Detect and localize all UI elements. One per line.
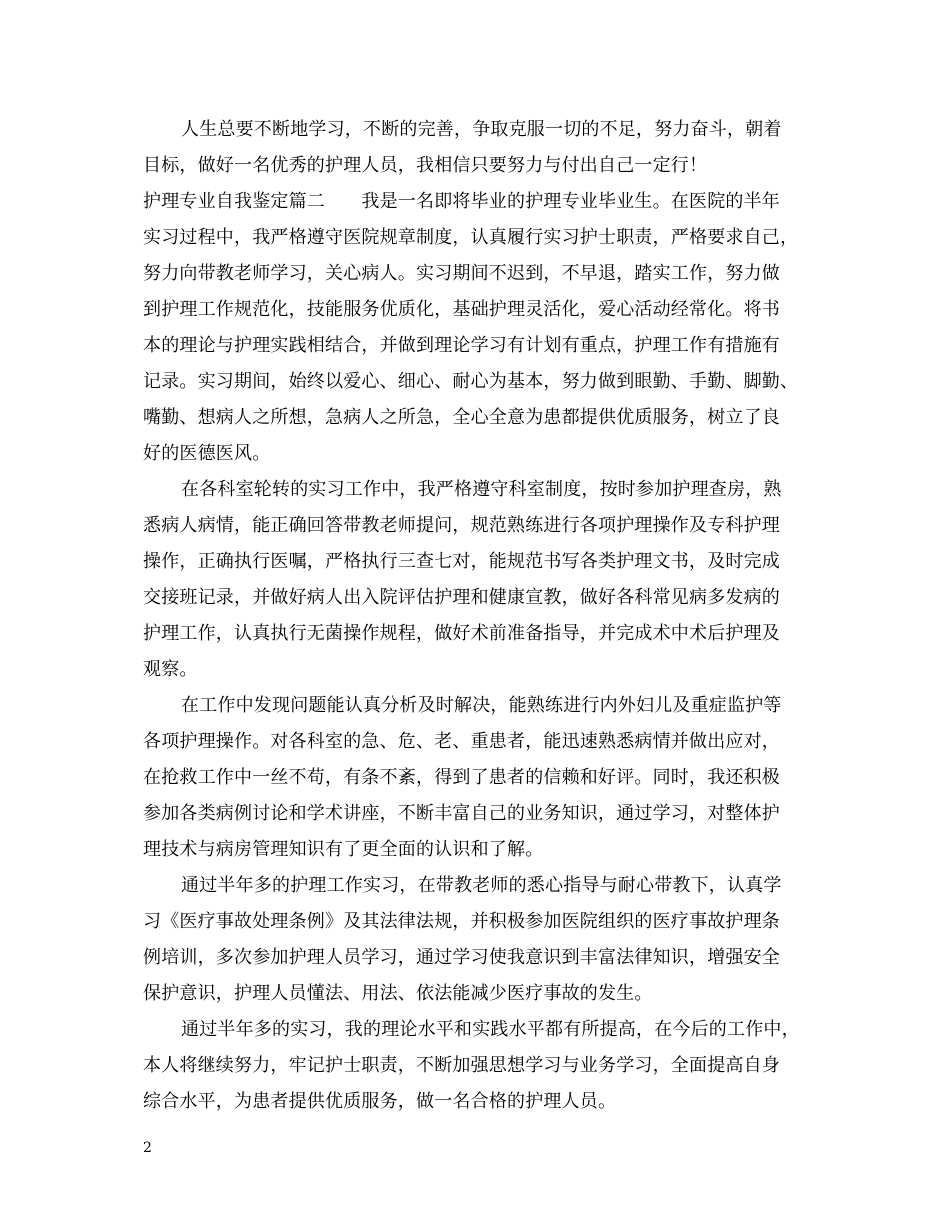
text-line: 实习过程中，我严格遵守医院规章制度，认真履行实习护士职责，严格要求自己， (143, 227, 799, 248)
text-line: 本的理论与护理实践相结合，并做到理论学习有计划有重点，护理工作有措施有 (143, 335, 780, 356)
text-line: 各项护理操作。对各科室的急、危、老、重患者，能迅速熟悉病情并做出应对， (143, 731, 780, 752)
text-line: 记录。实习期间，始终以爱心、细心、耐心为基本，努力做到眼勤、手勤、脚勤、 (143, 371, 799, 392)
text-line: 护理专业自我鉴定篇二 我是一名即将毕业的护理专业毕业生。在医院的半年 (143, 191, 780, 212)
text-line: 在抢救工作中一丝不苟，有条不紊，得到了患者的信赖和好评。同时，我还积极 (143, 767, 780, 788)
text-line: 在各科室轮转的实习工作中，我严格遵守科室制度，按时参加护理查房，熟 (181, 479, 782, 500)
text-line: 好的医德医风。 (143, 443, 271, 464)
text-line: 观察。 (143, 659, 198, 680)
text-line: 护理工作，认真执行无菌操作规程，做好术前准备指导，并完成术中术后护理及 (143, 623, 780, 644)
text-line: 理技术与病房管理知识有了更全面的认识和了解。 (143, 839, 544, 860)
text-line: 在工作中发现问题能认真分析及时解决，能熟练进行内外妇儿及重症监护等 (181, 695, 782, 716)
text-line: 努力向带教老师学习，关心病人。实习期间不迟到，不早退，踏实工作，努力做 (143, 263, 780, 284)
text-line: 操作，正确执行医嘱，严格执行三查七对，能规范书写各类护理文书，及时完成 (143, 551, 780, 572)
text-line: 本人将继续努力，牢记护士职责，不断加强思想学习与业务学习，全面提高自身 (143, 1055, 780, 1076)
text-line: 人生总要不断地学习，不断的完善，争取克服一切的不足，努力奋斗，朝着 (181, 119, 782, 140)
text-line: 参加各类病例讨论和学术讲座，不断丰富自己的业务知识，通过学习，对整体护 (143, 803, 780, 824)
text-line: 通过半年多的实习，我的理论水平和实践水平都有所提高，在今后的工作中， (181, 1019, 800, 1040)
text-line: 习《医疗事故处理条例》及其法律法规，并积极参加医院组织的医疗事故护理条 (143, 911, 780, 932)
text-line: 例培训，多次参加护理人员学习，通过学习使我意识到丰富法律知识，增强安全 (143, 947, 780, 968)
text-line: 到护理工作规范化，技能服务优质化，基础护理灵活化，爱心活动经常化。将书 (143, 299, 780, 320)
page-number: 2 (143, 1140, 152, 1156)
text-line: 嘴勤、想病人之所想，急病人之所急，全心全意为患都提供优质服务，树立了良 (143, 407, 780, 428)
text-line: 通过半年多的护理工作实习，在带教老师的悉心指导与耐心带教下，认真学 (181, 875, 782, 896)
text-line: 综合水平，为患者提供优质服务，做一名合格的护理人员。 (143, 1091, 617, 1112)
text-line: 保护意识，护理人员懂法、用法、依法能减少医疗事故的发生。 (143, 983, 653, 1004)
text-line: 悉病人病情，能正确回答带教老师提问，规范熟练进行各项护理操作及专科护理 (143, 515, 780, 536)
text-line: 交接班记录，并做好病人出入院评估护理和健康宣教，做好各科常见病多发病的 (143, 587, 780, 608)
text-line: 目标，做好一名优秀的护理人员，我相信只要努力与付出自己一定行！ (143, 155, 708, 176)
